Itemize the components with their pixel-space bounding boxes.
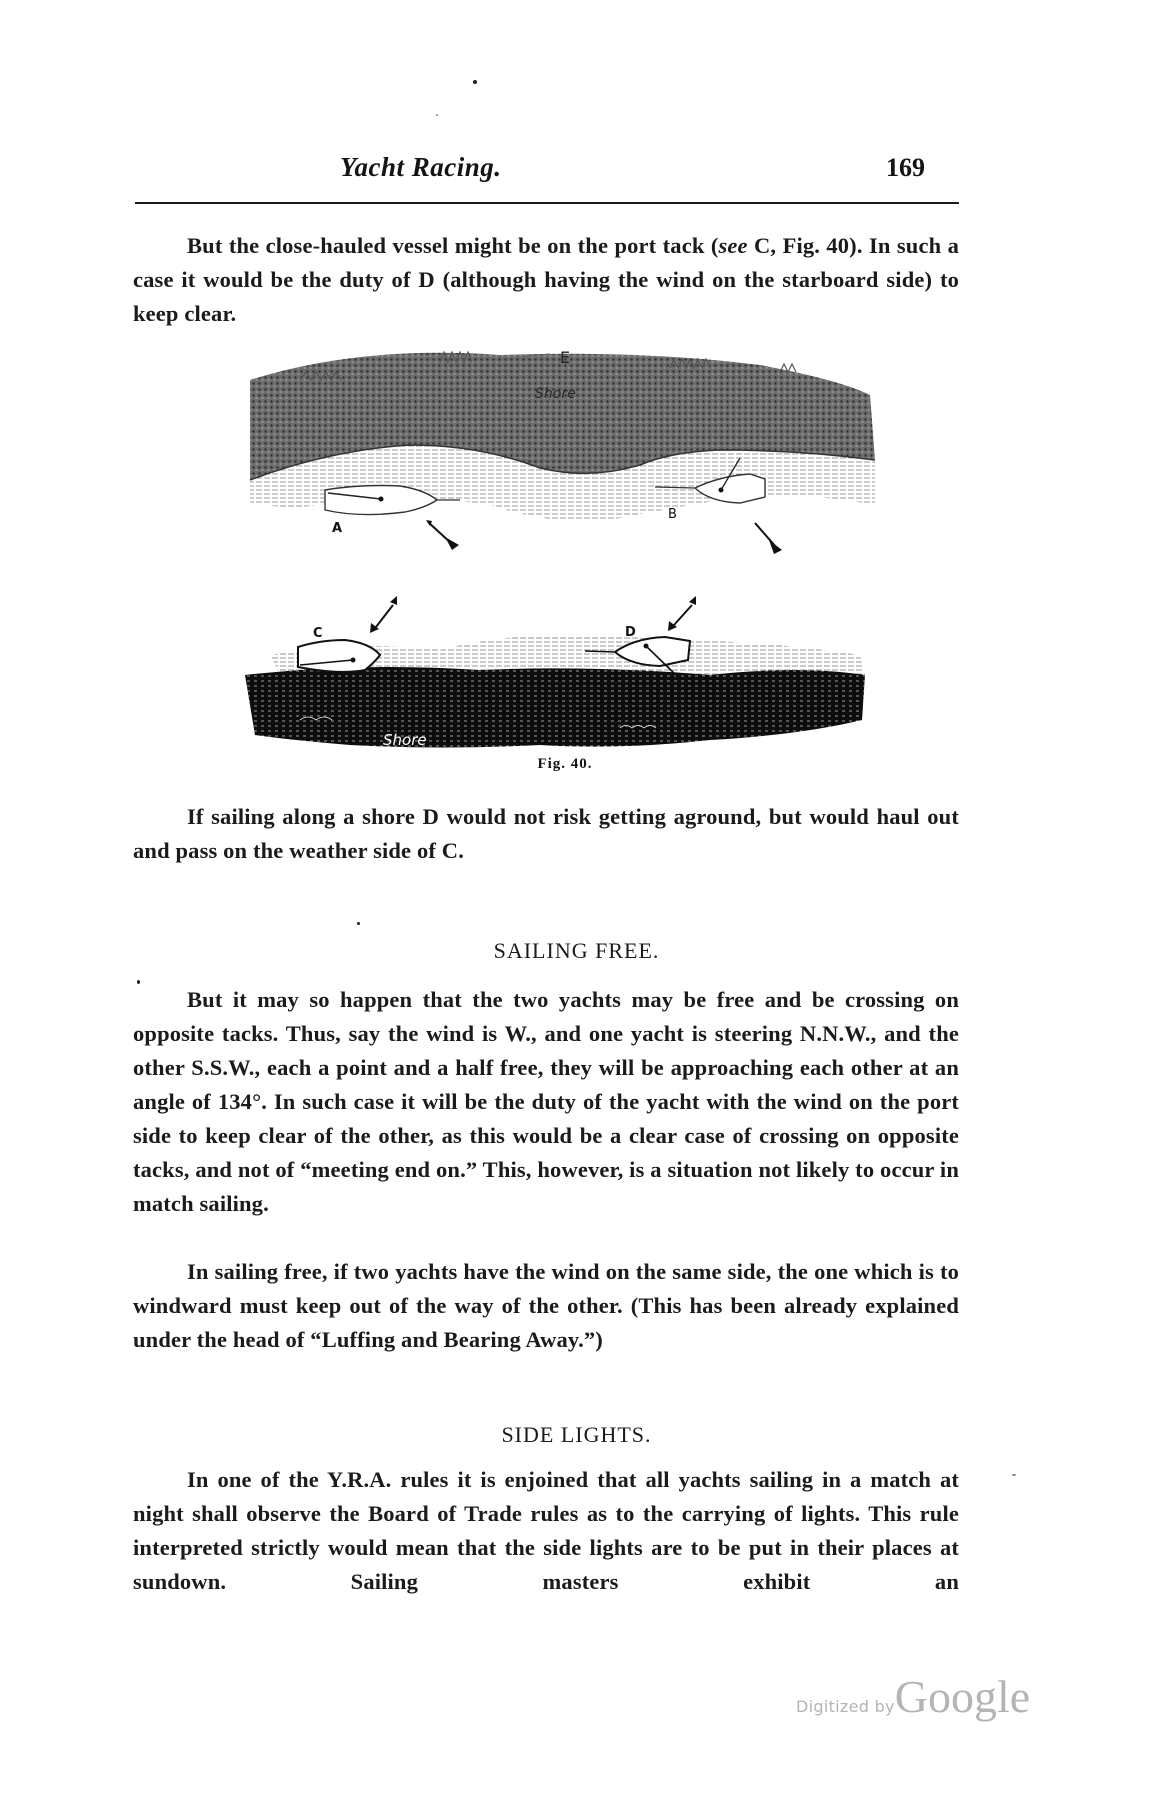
label-a: A xyxy=(332,521,343,536)
paragraph-close-hauled: But the close-hauled vessel might be on the port tack (see C, Fig. 40). In such a case it would be the duty of D (although having the wind on the starboard side) to keep clear. xyxy=(133,233,959,326)
heading-sailing-free: SAILING FREE. xyxy=(493,938,660,963)
label-shore-top: Shore xyxy=(535,386,576,402)
scan-speck xyxy=(436,114,438,116)
figure-caption: Fig. 40. xyxy=(537,756,593,772)
label-c: C xyxy=(313,626,323,641)
label-shore-bottom: Shore xyxy=(383,731,427,749)
paragraph-along-shore: If sailing along a shore D would not risk getting aground, but would haul out and pass on the weather side of C. xyxy=(133,804,959,863)
wind-arrow-b xyxy=(755,523,782,554)
wind-arrow-a xyxy=(426,520,459,550)
heading-side-lights: SIDE LIGHTS. xyxy=(501,1422,652,1447)
page-number: 169 xyxy=(886,153,925,182)
italic-see: see xyxy=(718,233,748,258)
scan-speck xyxy=(1012,1474,1016,1476)
label-e: E xyxy=(560,348,571,367)
wind-arrow-c xyxy=(370,596,397,633)
label-b: B xyxy=(668,507,677,522)
scan-speck xyxy=(473,80,477,84)
label-d: D xyxy=(625,625,636,640)
boat-c xyxy=(298,626,380,672)
watermark-prefix: Digitized by xyxy=(796,1697,895,1716)
wind-arrow-d xyxy=(668,596,696,631)
header-rule xyxy=(135,202,959,204)
scan-speck xyxy=(357,922,360,925)
paragraph-crossing-tacks: But it may so happen that the two yachts may be free and be crossing on opposite tacks. Thus, say the wind is W., and one yacht is steering N.N.W., and the other S.S.W., each a point and a half free, they will be approaching each other at an angle of 134°. In such case it will be the duty of the yacht with the wind on the port side to keep clear of the other, as this would be a clear case of crossing on opposite tacks, and not of “meeting end on.” This, however, is a situation not likely to occur in match sailing. xyxy=(133,987,959,1216)
running-title: Yacht Racing. xyxy=(340,152,502,182)
paragraph-side-lights: In one of the Y.R.A. rules it is enjoined that all yachts sailing in a match at night shall observe the Board of Trade rules as to the carrying of lights. This rule interpreted strictly would mean that the side lights are to be put in their places at sundown. Sailing masters exhibit an xyxy=(133,1467,959,1594)
paragraph-windward: In sailing free, if two yachts have the wind on the same side, the one which is to windward must keep out of the way of the other. (This has been already explained under the head of “Luffing and Bearing Away.”) xyxy=(133,1259,959,1352)
digitized-by-google-watermark xyxy=(796,1670,1030,1723)
figure-40-illustration xyxy=(240,340,880,760)
watermark-brand: Google xyxy=(894,1671,1031,1722)
